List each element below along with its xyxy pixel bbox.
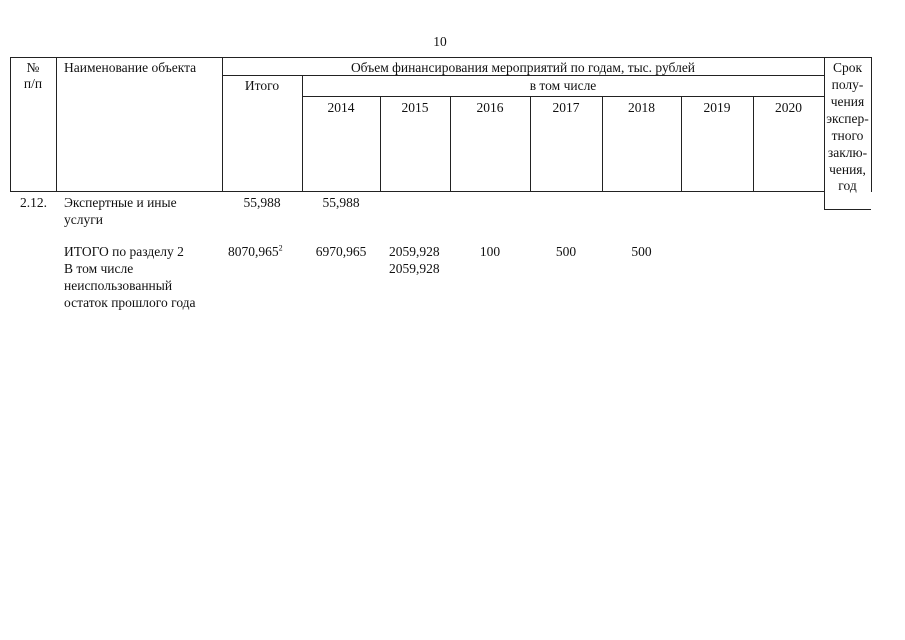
header-year-2014: 2014	[327, 100, 355, 115]
header-term-1: Срок	[832, 60, 863, 75]
page-number: 10	[433, 34, 447, 49]
row-value-2016: 100	[479, 244, 501, 259]
header-funding-title: Объем финансирования мероприятий по годам, тыс. рублей	[350, 60, 696, 75]
row-total-value: 8070,965	[228, 244, 279, 259]
header-year-2019: 2019	[703, 100, 731, 115]
header-bottom-border	[10, 191, 825, 192]
row-value-2014: 55,988	[322, 195, 360, 210]
header-term-5: тного	[831, 128, 864, 143]
row-name-line1: ИТОГО по разделу 2	[64, 244, 184, 259]
row-value-2017: 500	[555, 244, 577, 259]
header-year-2018: 2018	[628, 100, 655, 115]
row-total: 55,988	[243, 195, 281, 210]
header-num-line2: п/п	[23, 76, 43, 91]
header-term-4: экспер-	[826, 111, 869, 126]
header-year-2020: 2020	[775, 100, 802, 115]
header-term-2: полу-	[831, 77, 864, 92]
row-name-line2: В том числе	[64, 261, 134, 276]
total-footnote-mark: 2	[278, 243, 283, 253]
header-total: Итого	[244, 78, 280, 93]
num-col-divider	[56, 57, 57, 191]
row-total	[228, 243, 283, 260]
row-name-line3: неиспользованный	[64, 278, 173, 293]
header-num-line1: №	[26, 60, 40, 75]
header-year-2015: 2015	[401, 100, 429, 115]
table-top-border	[10, 57, 871, 58]
row-value-2015-sub: 2059,928	[389, 261, 440, 276]
row-value-2015: 2059,928	[389, 244, 440, 259]
row-name-line2: услуги	[64, 212, 103, 227]
header-including: в том числе	[529, 78, 597, 93]
row-name-line4: остаток прошлого года	[64, 295, 196, 310]
table-right-border	[871, 57, 872, 192]
row-number: 2.12.	[20, 195, 47, 210]
term-col-bottom	[824, 209, 871, 210]
header-term-7: чения,	[829, 162, 866, 177]
row-name-line1: Экспертные и иные	[64, 195, 177, 210]
header-year-2017: 2017	[552, 100, 580, 115]
header-term-6: заклю-	[827, 145, 868, 160]
row-value-2014: 6970,965	[315, 244, 367, 259]
header-term-8: год	[838, 178, 857, 193]
header-year-2016: 2016	[476, 100, 504, 115]
header-term-3: чения	[830, 94, 865, 109]
row-value-2018: 500	[631, 244, 652, 259]
header-name: Наименование объекта	[64, 60, 197, 75]
